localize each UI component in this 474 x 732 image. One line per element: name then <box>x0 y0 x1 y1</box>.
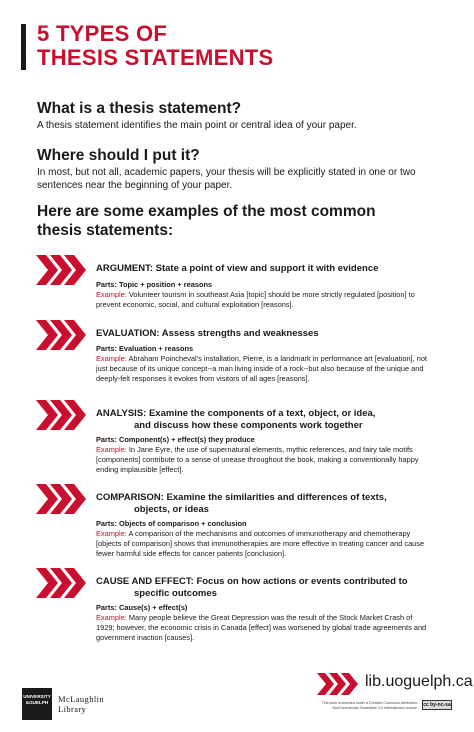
chevron-arrow-icon <box>36 320 90 350</box>
example-label: Example: <box>96 290 127 299</box>
example-line: fewer harmful side effects for cancer patients [conclusion]. <box>96 549 287 558</box>
type-heading-line-1: ARGUMENT: State a point of view and support it with evidence <box>96 263 379 274</box>
example-line: deeply-felt responses it evokes from visitors of all ages [reasons]. <box>96 374 310 383</box>
creative-commons-badge-icon: cc by-nc-sa <box>423 702 451 708</box>
lead-line-1: Here are some examples of the most common <box>37 203 376 220</box>
example-line: government inaction [causes]. <box>96 633 195 642</box>
type-example <box>96 290 456 310</box>
lead-line-2: thesis statements: <box>37 222 174 239</box>
type-parts: Parts: Topic + position + reasons <box>96 280 213 289</box>
chevron-arrow-icon <box>36 568 90 598</box>
type-heading-line-1: ANALYSIS: Examine the components of a text, object, or idea, <box>96 408 376 419</box>
example-line: [components] contribute to a sense of unease throughout the book, making a conventionally happy <box>96 455 419 464</box>
where-line-1: In most, but not all, academic papers, your thesis will be explicitly stated in one or two <box>37 167 416 178</box>
example-line: A comparison of the mechanisms and outcomes of immunotherapy and chemotherapy <box>128 529 411 538</box>
type-heading-line-1: COMPARISON: Examine the similarities and differences of texts, <box>96 492 387 503</box>
example-line: Abraham Poincheval’s installation, Pierre, is a landmark in performance art [evaluation], not <box>128 354 427 363</box>
example-line: prevent economic, social, and cultural exploitation [reasons]. <box>96 300 294 309</box>
license-line-2: NonCommercial-ShareAlike 4.0 International License. <box>332 705 418 710</box>
type-example <box>96 529 456 559</box>
example-label: Example: <box>96 445 127 454</box>
example-line: 1929; however, the economic crisis in Canada [effect] was worsened by global trade agreements and <box>96 623 427 632</box>
license-line-1: This work is licensed under a Creative Commons Attribution- <box>321 701 418 705</box>
type-parts: Parts: Component(s) + effect(s) they produce <box>96 435 255 444</box>
section-text-what: A thesis statement identifies the main point or central idea of your paper. <box>37 120 357 131</box>
type-parts: Parts: Evaluation + reasons <box>96 344 194 353</box>
type-heading <box>96 328 456 340</box>
title-line-1: 5 TYPES OF <box>37 21 168 46</box>
chevron-arrow-icon <box>36 400 90 430</box>
title-line-2: THESIS STATEMENTS <box>37 45 274 70</box>
chevron-arrow-icon <box>317 673 361 695</box>
library-wordmark <box>58 694 104 714</box>
example-line: ending implausible [effect]. <box>96 465 184 474</box>
type-example <box>96 354 456 384</box>
example-line: just because of its unique concept--a man living inside of a rock--but also because of the unique and <box>96 364 424 373</box>
chevron-arrow-icon <box>36 255 90 285</box>
crest-text: UNIVERSITY <box>23 694 51 699</box>
library-name-line-2: Library <box>58 704 87 714</box>
type-heading <box>96 492 456 516</box>
library-name-line-1: McLaughlin <box>58 694 105 704</box>
chevron-arrow-icon <box>36 484 90 514</box>
type-heading-line-2: and discuss how these components work together <box>134 420 363 431</box>
license-text <box>270 701 418 710</box>
section-text-where <box>37 166 447 192</box>
type-heading <box>96 263 456 275</box>
type-heading-line-1: CAUSE AND EFFECT: Focus on how actions or events contributed to <box>96 576 408 587</box>
university-crest-logo <box>22 688 52 720</box>
type-heading <box>96 408 456 432</box>
type-heading-line-2: specific outcomes <box>134 588 217 599</box>
example-label: Example: <box>96 613 127 622</box>
type-example <box>96 445 456 475</box>
example-line: Volunteer tourism in southeast Asia [topic] should be more strictly regulated [position] to <box>128 290 415 299</box>
type-example <box>96 613 456 643</box>
section-heading-what: What is a thesis statement? <box>37 100 242 117</box>
library-url-link[interactable]: lib.uoguelph.ca <box>365 673 473 690</box>
example-line: Many people believe the Great Depression was the result of the Stock Market Crash of <box>128 613 413 622</box>
type-heading-line-2: objects, or ideas <box>134 504 209 515</box>
type-heading <box>96 576 456 600</box>
type-parts: Parts: Cause(s) + effect(s) <box>96 603 188 612</box>
crest-text: &GUELPH <box>25 699 49 705</box>
example-line: [objects of comparison] shows that immunotherapies are more effective in treating cancer and cause <box>96 539 425 548</box>
type-parts: Parts: Objects of comparison + conclusion <box>96 519 247 528</box>
example-line: In Jane Eyre, the use of supernatural elements, mythic references, and fairy tale motifs <box>128 445 413 454</box>
example-label: Example: <box>96 529 127 538</box>
where-line-2: sentences near the beginning of your paper. <box>37 180 233 191</box>
example-label: Example: <box>96 354 127 363</box>
section-heading-where: Where should I put it? <box>37 147 200 164</box>
examples-lead <box>37 202 376 240</box>
title-accent-bar <box>21 24 26 70</box>
page-title <box>37 22 274 70</box>
type-heading-line-1: EVALUATION: Assess strengths and weaknesses <box>96 328 319 339</box>
